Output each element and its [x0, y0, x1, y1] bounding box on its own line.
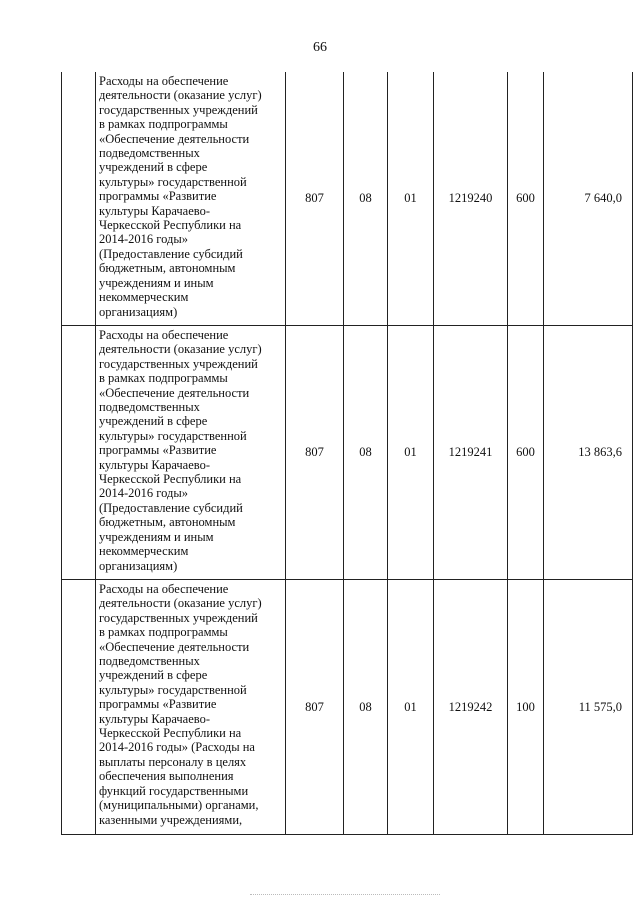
- expense-description: Расходы на обеспечение деятельности (оказание услуг) государственных учреждений в рамках подпрограммы «Обеспечение деятельности подведомственных учреждений в сфере культуры» государственной программы «Развитие культуры Карачаево- Черкесской Республики на 2014-2016 годы» (Расходы на выплаты персоналу в целях обеспечения выполнения функций государственными (муниципальными) органами, казенными учреждениями,: [99, 582, 262, 827]
- page-number: 66: [313, 40, 327, 55]
- section-code: 08: [344, 580, 388, 835]
- section-code: 08: [344, 72, 388, 326]
- table-row: [62, 580, 633, 835]
- section-code: 08: [344, 326, 388, 580]
- expense-type-code: 600: [508, 72, 544, 326]
- expense-description: Расходы на обеспечение деятельности (оказание услуг) государственных учреждений в рамках подпрограммы «Обеспечение деятельности подведомственных учреждений в сфере культуры» государственной программы «Развитие культуры Карачаево- Черкесской Республики на 2014-2016 годы» (Предоставление субсидий бюджетным, автономным учреждениям и иным некоммерческим организациям): [99, 328, 262, 573]
- target-article-code: 1219242: [434, 580, 508, 835]
- description-cell: [96, 326, 286, 580]
- budget-table: [61, 72, 633, 835]
- row-number-cell: [62, 326, 96, 580]
- expense-type-code: 600: [508, 326, 544, 580]
- expense-type-code: 100: [508, 580, 544, 835]
- subsection-code: 01: [388, 580, 434, 835]
- table-row: [62, 326, 633, 580]
- expense-description: Расходы на обеспечение деятельности (оказание услуг) государственных учреждений в рамках подпрограммы «Обеспечение деятельности подведомственных учреждений в сфере культуры» государственной программы «Развитие культуры Карачаево- Черкесской Республики на 2014-2016 годы» (Предоставление субсидий бюджетным, автономным учреждениям и иным некоммерческим организациям): [99, 74, 262, 319]
- description-cell: [96, 580, 286, 835]
- amount-value: 7 640,0: [544, 72, 633, 326]
- table-row: [62, 72, 633, 326]
- ministry-code: 807: [286, 580, 344, 835]
- row-number-cell: [62, 72, 96, 326]
- ministry-code: 807: [286, 72, 344, 326]
- amount-value: 11 575,0: [544, 580, 633, 835]
- subsection-code: 01: [388, 326, 434, 580]
- scan-artifact-line: [250, 894, 440, 896]
- row-number-cell: [62, 580, 96, 835]
- amount-value: 13 863,6: [544, 326, 633, 580]
- target-article-code: 1219240: [434, 72, 508, 326]
- ministry-code: 807: [286, 326, 344, 580]
- target-article-code: 1219241: [434, 326, 508, 580]
- description-cell: [96, 72, 286, 326]
- subsection-code: 01: [388, 72, 434, 326]
